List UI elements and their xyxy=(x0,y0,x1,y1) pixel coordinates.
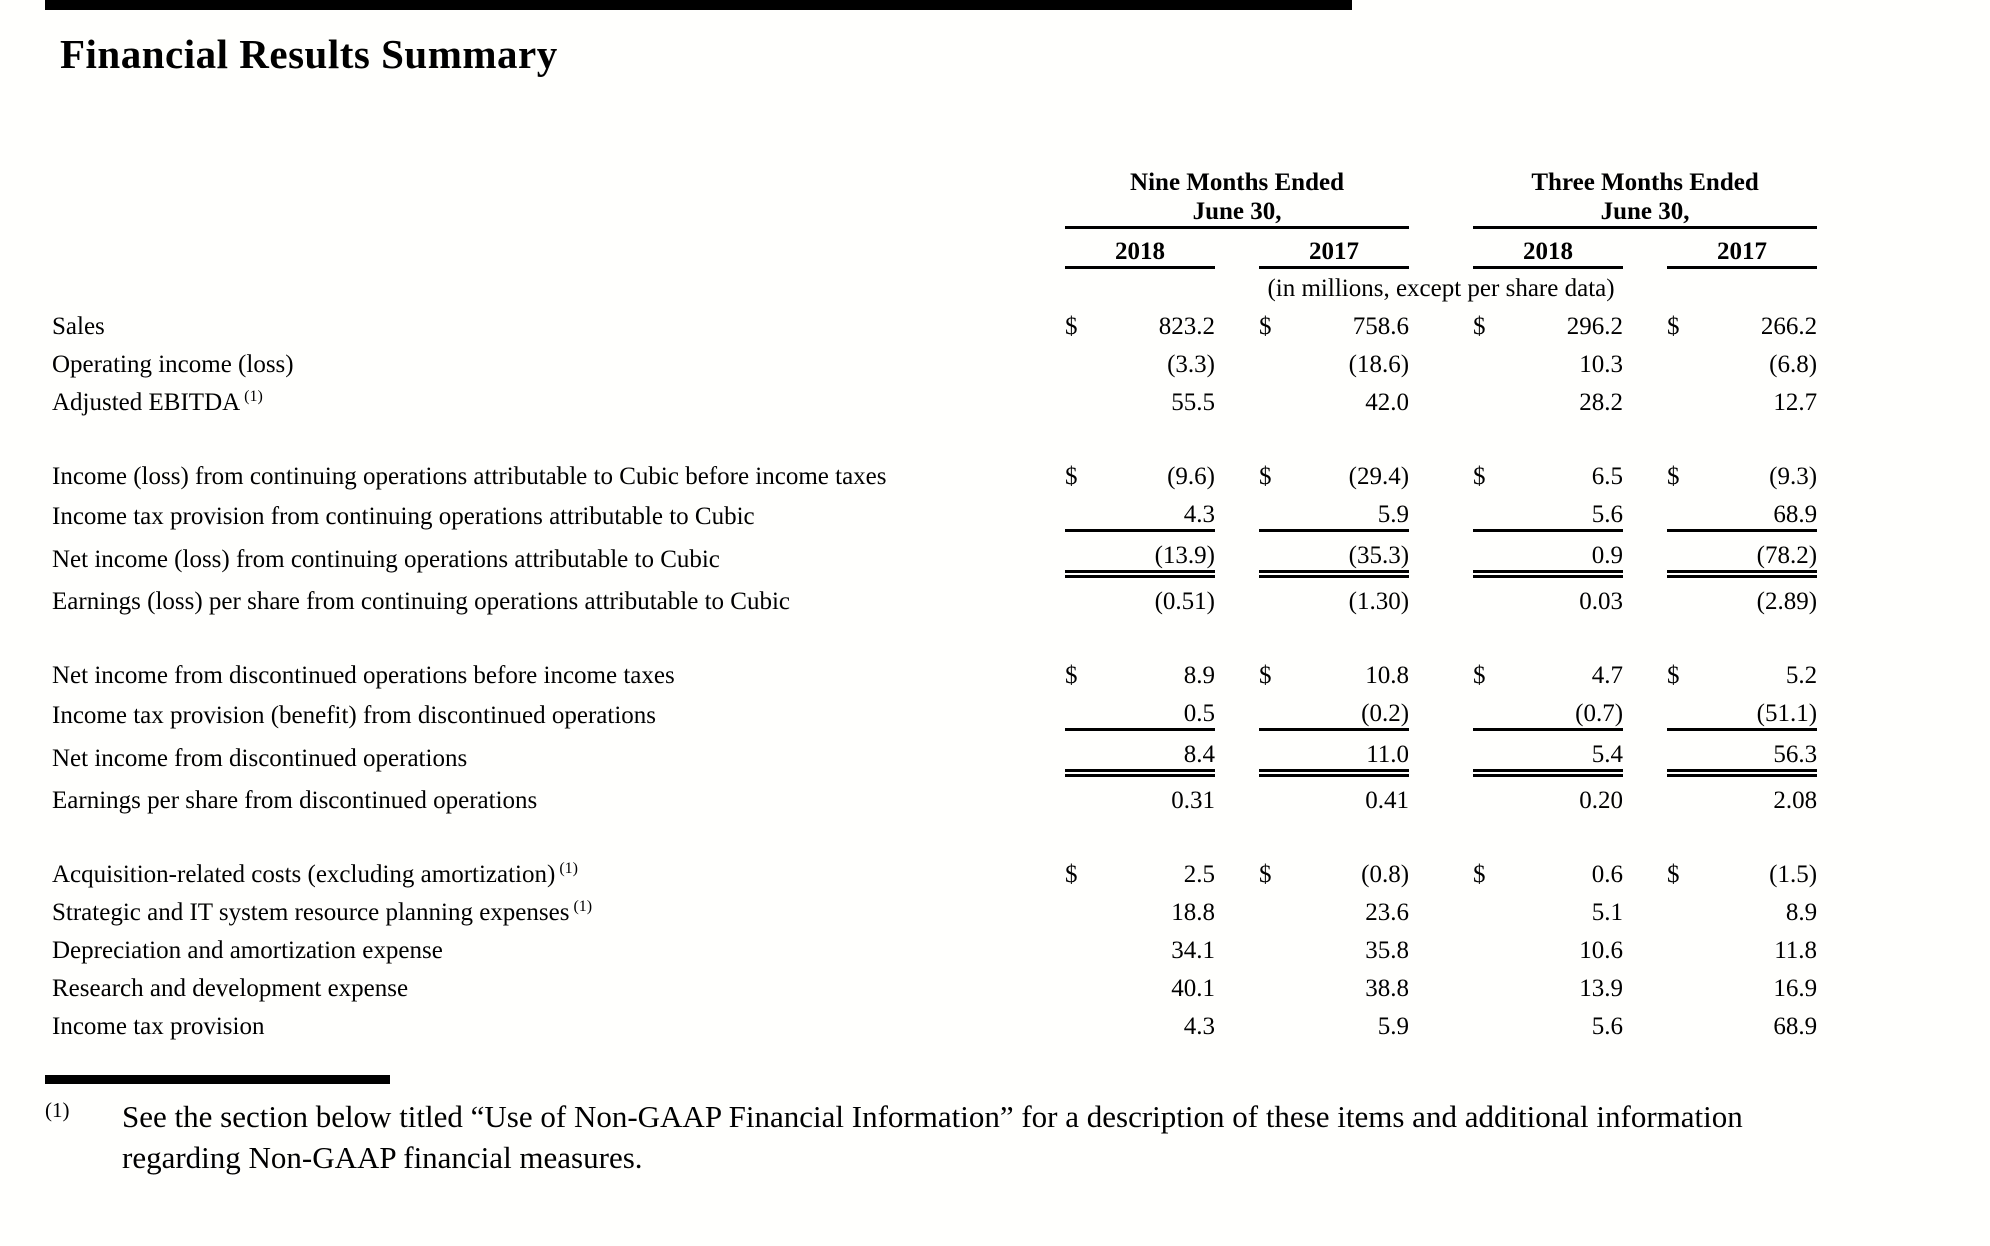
currency-symbol-cell xyxy=(1065,574,1101,616)
column-gap xyxy=(1409,927,1473,965)
currency-symbol-cell: $ xyxy=(1473,662,1486,689)
column-gap xyxy=(1409,228,1473,268)
table-row xyxy=(52,773,1817,815)
value-cell: 11.0 xyxy=(1295,730,1409,774)
value-cell: 40.1 xyxy=(1171,975,1215,1002)
column-gap xyxy=(1215,652,1259,690)
value-cell: 5.6 xyxy=(1509,491,1623,531)
currency-symbol-cell xyxy=(1065,379,1101,417)
row-label: Net income from discontinued operations xyxy=(52,745,468,772)
year-header-three-2018: 2018 xyxy=(1473,228,1623,268)
row-label: Operating income (loss) xyxy=(52,351,294,378)
value-cell: 0.6 xyxy=(1591,861,1624,888)
table-row xyxy=(52,851,1817,889)
value-cell: 35.8 xyxy=(1365,937,1410,964)
value-cell: (0.51) xyxy=(1154,588,1215,615)
column-gap xyxy=(1215,773,1259,815)
value-cell: 8.9 xyxy=(1183,662,1215,689)
column-gap xyxy=(1623,730,1667,774)
value-cell: (13.9) xyxy=(1101,531,1215,575)
currency-symbol-cell xyxy=(1667,965,1703,1003)
row-label: Net income (loss) from continuing operations attributable to Cubic xyxy=(52,546,720,573)
footnote-separator-rule xyxy=(45,1075,390,1084)
value-cell: 0.03 xyxy=(1579,588,1624,615)
value-cell: 2.5 xyxy=(1183,861,1215,888)
currency-symbol-cell xyxy=(1259,965,1295,1003)
currency-symbol-cell xyxy=(1667,1003,1703,1041)
page-title: Financial Results Summary xyxy=(60,31,558,77)
table-row xyxy=(52,652,1817,690)
column-gap xyxy=(1409,341,1473,379)
year-header-nine-2017: 2017 xyxy=(1259,228,1409,268)
currency-symbol-cell xyxy=(1259,1003,1295,1041)
currency-symbol-cell: $ xyxy=(1473,861,1486,888)
currency-symbol-cell xyxy=(1473,491,1509,531)
value-cell: 0.31 xyxy=(1171,787,1215,814)
value-cell: 5.4 xyxy=(1509,730,1623,774)
column-gap xyxy=(1215,341,1259,379)
currency-symbol-cell: $ xyxy=(1667,313,1680,340)
column-gap xyxy=(1623,927,1667,965)
units-row xyxy=(52,268,1817,304)
row-label: Strategic and IT system resource planning expenses $^{(1)}$ xyxy=(52,897,593,926)
currency-symbol-cell xyxy=(1065,341,1101,379)
currency-symbol-cell: $ xyxy=(1065,861,1078,888)
value-cell: 6.5 xyxy=(1591,463,1624,490)
column-gap xyxy=(1623,228,1667,268)
column-gap xyxy=(1623,690,1667,730)
value-cell: (18.6) xyxy=(1348,351,1410,378)
column-gap xyxy=(1215,1003,1259,1041)
currency-symbol-cell xyxy=(1667,690,1703,730)
row-label: Income tax provision from continuing operations attributable to Cubic xyxy=(52,502,755,530)
value-cell: (9.6) xyxy=(1167,463,1215,490)
currency-symbol-cell xyxy=(1065,965,1101,1003)
footnote-text: See the section below titled “Use of Non-GAAP Financial Information” for a description of these items and additional information regarding Non-GAAP financial measures. xyxy=(122,1099,1743,1175)
currency-symbol-cell xyxy=(1473,730,1509,774)
column-gap xyxy=(1409,851,1473,889)
column-gap xyxy=(1409,491,1473,531)
row-label: Net income from discontinued operations before income taxes xyxy=(52,662,675,689)
currency-symbol-cell xyxy=(1473,773,1509,815)
top-horizontal-rule xyxy=(45,0,1352,10)
value-cell: (9.3) xyxy=(1769,463,1818,490)
currency-symbol-cell: $ xyxy=(1065,313,1078,340)
column-gap xyxy=(1409,965,1473,1003)
currency-symbol-cell xyxy=(1065,889,1101,927)
period-title-line2: June 30, xyxy=(1600,198,1690,225)
value-cell: (29.4) xyxy=(1348,463,1410,490)
footnote-marker: (1) xyxy=(45,1098,70,1122)
currency-symbol-cell: $ xyxy=(1473,313,1486,340)
value-cell: 0.9 xyxy=(1509,531,1623,575)
row-label: Income tax provision (benefit) from discontinued operations xyxy=(52,701,657,729)
value-cell: 23.6 xyxy=(1365,899,1410,926)
financial-results-table xyxy=(52,168,1817,1041)
value-cell: 296.2 xyxy=(1566,313,1624,340)
period-three-months xyxy=(1473,168,1817,228)
column-gap xyxy=(1215,303,1259,341)
column-gap xyxy=(1215,491,1259,531)
currency-symbol-cell: $ xyxy=(1667,662,1680,689)
value-cell: 10.6 xyxy=(1579,937,1624,964)
column-gap xyxy=(1623,531,1667,575)
value-cell: 0.5 xyxy=(1101,690,1215,730)
column-gap xyxy=(1623,851,1667,889)
table-row xyxy=(52,453,1817,491)
table-row xyxy=(52,1003,1817,1041)
table-row xyxy=(52,730,1817,774)
value-cell: 28.2 xyxy=(1579,389,1624,416)
table-row xyxy=(52,889,1817,927)
currency-symbol-cell xyxy=(1259,927,1295,965)
table-row xyxy=(52,379,1817,417)
currency-symbol-cell xyxy=(1065,531,1101,575)
column-gap xyxy=(1215,965,1259,1003)
period-title-line1: Nine Months Ended xyxy=(1130,169,1344,196)
value-cell: 10.8 xyxy=(1365,662,1410,689)
currency-symbol-cell xyxy=(1473,690,1509,730)
value-cell: (35.3) xyxy=(1295,531,1409,575)
currency-symbol-cell: $ xyxy=(1667,463,1680,490)
currency-symbol-cell xyxy=(1667,379,1703,417)
period-title-line2: June 30, xyxy=(1192,198,1282,225)
column-gap xyxy=(1409,453,1473,491)
table-row xyxy=(52,574,1817,616)
value-cell: 5.1 xyxy=(1591,899,1624,926)
value-cell: 11.8 xyxy=(1774,937,1818,964)
column-gap xyxy=(1409,574,1473,616)
value-cell: 56.3 xyxy=(1703,730,1817,774)
row-label: Income tax provision xyxy=(52,1013,265,1040)
value-cell: 4.3 xyxy=(1183,1013,1215,1040)
year-header-nine-2018: 2018 xyxy=(1065,228,1215,268)
currency-symbol-cell xyxy=(1667,531,1703,575)
column-gap xyxy=(1215,531,1259,575)
row-label: Adjusted EBITDA $^{(1)}$ xyxy=(52,387,263,416)
column-gap xyxy=(1215,851,1259,889)
value-cell: 5.2 xyxy=(1785,662,1818,689)
currency-symbol-cell xyxy=(1473,379,1509,417)
value-cell: (1.30) xyxy=(1348,588,1410,615)
value-cell: 42.0 xyxy=(1365,389,1410,416)
currency-symbol-cell xyxy=(1259,379,1295,417)
row-label: Acquisition-related costs (excluding amortization) $^{(1)}$ xyxy=(52,859,578,888)
currency-symbol-cell xyxy=(1259,531,1295,575)
value-cell: 18.8 xyxy=(1171,899,1215,926)
column-gap xyxy=(1215,574,1259,616)
currency-symbol-cell xyxy=(1473,889,1509,927)
value-cell: 8.9 xyxy=(1785,899,1818,926)
currency-symbol-cell xyxy=(1259,574,1295,616)
currency-symbol-cell: $ xyxy=(1065,662,1078,689)
value-cell: 68.9 xyxy=(1703,491,1817,531)
column-gap xyxy=(1215,228,1259,268)
currency-symbol-cell xyxy=(1065,1003,1101,1041)
table-row xyxy=(52,303,1817,341)
footnote-ref: (1) xyxy=(244,387,263,405)
currency-symbol-cell xyxy=(1667,927,1703,965)
currency-symbol-cell xyxy=(1473,965,1509,1003)
period-header-row xyxy=(52,168,1817,228)
currency-symbol-cell xyxy=(1473,341,1509,379)
column-gap xyxy=(1409,652,1473,690)
value-cell: (3.3) xyxy=(1167,351,1215,378)
footnote-ref: (1) xyxy=(573,897,593,915)
currency-symbol-cell xyxy=(1473,1003,1509,1041)
spacer-row xyxy=(52,417,1817,453)
value-cell: 5.9 xyxy=(1295,491,1409,531)
column-gap xyxy=(1623,652,1667,690)
value-cell: 758.6 xyxy=(1352,313,1410,340)
value-cell: (0.8) xyxy=(1361,861,1410,888)
column-gap xyxy=(1215,379,1259,417)
column-gap xyxy=(1623,965,1667,1003)
table-row xyxy=(52,965,1817,1003)
value-cell: 12.7 xyxy=(1773,389,1818,416)
currency-symbol-cell xyxy=(1259,773,1295,815)
column-gap xyxy=(1215,889,1259,927)
column-gap xyxy=(1215,690,1259,730)
value-cell: 10.3 xyxy=(1579,351,1624,378)
currency-symbol-cell: $ xyxy=(1065,463,1078,490)
row-label: Earnings per share from discontinued operations xyxy=(52,787,538,814)
column-gap xyxy=(1409,690,1473,730)
spacer-row xyxy=(52,616,1817,652)
value-cell: 4.7 xyxy=(1591,662,1624,689)
column-gap xyxy=(1409,1003,1473,1041)
currency-symbol-cell: $ xyxy=(1667,861,1680,888)
column-gap xyxy=(1409,168,1473,228)
currency-symbol-cell xyxy=(1667,773,1703,815)
currency-symbol-cell xyxy=(1259,341,1295,379)
row-label: Sales xyxy=(52,313,105,340)
column-gap xyxy=(1623,574,1667,616)
currency-symbol-cell xyxy=(1667,889,1703,927)
currency-symbol-cell xyxy=(1667,574,1703,616)
currency-symbol-cell xyxy=(1259,690,1295,730)
column-gap xyxy=(1215,927,1259,965)
currency-symbol-cell xyxy=(1065,690,1101,730)
value-cell: 13.9 xyxy=(1579,975,1624,1002)
table-row xyxy=(52,491,1817,531)
column-gap xyxy=(1409,303,1473,341)
column-gap xyxy=(1409,889,1473,927)
column-gap xyxy=(1623,303,1667,341)
currency-symbol-cell xyxy=(1473,574,1509,616)
value-cell: 34.1 xyxy=(1171,937,1215,964)
column-gap xyxy=(1409,531,1473,575)
table-row xyxy=(52,531,1817,575)
row-label: Research and development expense xyxy=(52,975,409,1002)
year-header-three-2017: 2017 xyxy=(1667,228,1817,268)
currency-symbol-cell xyxy=(1667,491,1703,531)
column-gap xyxy=(1623,341,1667,379)
footnote xyxy=(45,1096,1785,1178)
column-gap xyxy=(1409,773,1473,815)
value-cell: 5.9 xyxy=(1377,1013,1410,1040)
currency-symbol-cell xyxy=(1065,773,1101,815)
value-cell: 0.41 xyxy=(1365,787,1410,814)
value-cell: 5.6 xyxy=(1591,1013,1624,1040)
currency-symbol-cell: $ xyxy=(1259,861,1272,888)
period-title-line1: Three Months Ended xyxy=(1531,169,1759,196)
column-gap xyxy=(1623,453,1667,491)
row-label: Depreciation and amortization expense xyxy=(52,937,443,964)
currency-symbol-cell xyxy=(1065,927,1101,965)
value-cell: (78.2) xyxy=(1703,531,1817,575)
value-cell: 266.2 xyxy=(1760,313,1818,340)
value-cell: 4.3 xyxy=(1101,491,1215,531)
column-gap xyxy=(1623,1003,1667,1041)
value-cell: (6.8) xyxy=(1769,351,1818,378)
column-gap xyxy=(1409,730,1473,774)
table-row xyxy=(52,927,1817,965)
currency-symbol-cell: $ xyxy=(1259,313,1272,340)
currency-symbol-cell xyxy=(1473,927,1509,965)
value-cell: 55.5 xyxy=(1171,389,1215,416)
value-cell: 68.9 xyxy=(1773,1013,1818,1040)
column-gap xyxy=(1215,730,1259,774)
currency-symbol-cell xyxy=(1065,491,1101,531)
value-cell: 2.08 xyxy=(1773,787,1818,814)
currency-symbol-cell xyxy=(1259,889,1295,927)
column-gap xyxy=(1623,379,1667,417)
value-cell: 16.9 xyxy=(1773,975,1818,1002)
value-cell: (0.7) xyxy=(1509,690,1623,730)
column-gap xyxy=(1409,379,1473,417)
currency-symbol-cell xyxy=(1259,491,1295,531)
currency-symbol-cell: $ xyxy=(1259,463,1272,490)
table-row xyxy=(52,341,1817,379)
currency-symbol-cell xyxy=(1667,730,1703,774)
column-gap xyxy=(1623,491,1667,531)
column-gap xyxy=(1623,773,1667,815)
table-row xyxy=(52,690,1817,730)
row-label: Income (loss) from continuing operations attributable to Cubic before income taxes xyxy=(52,463,887,490)
currency-symbol-cell: $ xyxy=(1259,662,1272,689)
value-cell: (1.5) xyxy=(1769,861,1818,888)
column-gap xyxy=(1215,453,1259,491)
spacer-row xyxy=(52,815,1817,851)
value-cell: 38.8 xyxy=(1365,975,1410,1002)
currency-symbol-cell xyxy=(1667,341,1703,379)
value-cell: 0.20 xyxy=(1579,787,1624,814)
value-cell: (2.89) xyxy=(1756,588,1818,615)
year-header-row xyxy=(52,228,1817,268)
currency-symbol-cell xyxy=(1473,531,1509,575)
period-nine-months xyxy=(1065,168,1409,228)
units-note: (in millions, except per share data) xyxy=(1267,275,1615,302)
currency-symbol-cell: $ xyxy=(1473,463,1486,490)
value-cell: (0.2) xyxy=(1295,690,1409,730)
currency-symbol-cell xyxy=(1065,730,1101,774)
value-cell: 8.4 xyxy=(1101,730,1215,774)
row-label: Earnings (loss) per share from continuing operations attributable to Cubic xyxy=(52,588,791,615)
value-cell: (51.1) xyxy=(1703,690,1817,730)
footnote-ref: (1) xyxy=(559,859,578,877)
value-cell: 823.2 xyxy=(1158,313,1215,340)
column-gap xyxy=(1623,889,1667,927)
currency-symbol-cell xyxy=(1259,730,1295,774)
